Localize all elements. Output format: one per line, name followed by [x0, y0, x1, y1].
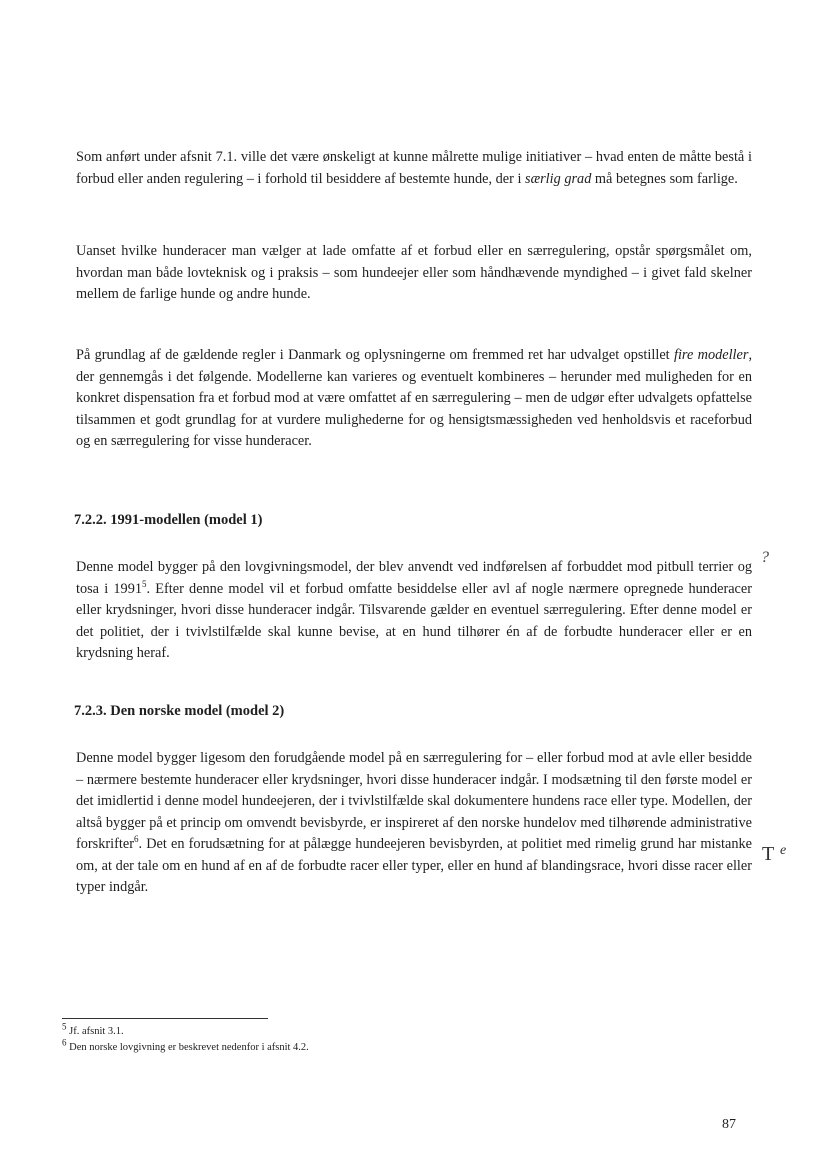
paragraph-intro — [76, 147, 752, 190]
paragraph-1991-text-end: . Efter denne model vil et forbud omfatte besiddelse eller avl af nogle nærmere opregnede hunderacer eller krydsninger, hvori disse hunderacer indgår. Tilsvarende gælder en eventuel særregulering. Efter denne model er det politiet, der i tvivlstilfælde skal kunne bevise, at en hund tilhører én af de forbudte hunderacer eller er en krydsning heraf. — [76, 580, 753, 661]
footnote-5 — [62, 1021, 124, 1039]
page-number: 87 — [722, 1117, 736, 1132]
footnote-reference[interactable]: 6 — [133, 834, 139, 845]
footnote-divider — [62, 1018, 268, 1019]
emphasis-text: fire modeller — [673, 347, 749, 363]
footnote-6 — [62, 1037, 309, 1055]
paragraph-models-text-end: , der gennemgås i det følgende. Modellerne kan varieres og eventuelt kombineres – herunder med muligheden for en konkret dispensation fra et forbud mod at være omfattet af en særregulering – men de udgør efter udvalgets opfattelse tilsammen et godt grundlag for at vurdere mulighederne for og hensigtsmæssigheden ved henholdsvis et raceforbud og en særregulering for visse hunderacer. — [76, 347, 753, 449]
footnote-number: 5 — [62, 1021, 67, 1032]
paragraph-1991-text: Denne model bygger på den lovgivningsmodel, der blev anvendt ved indførelsen af forbuddet mod pitbull terrier og tosa i 1991 — [76, 559, 752, 597]
section-heading-1991: 7.2.2. 1991-modellen (model 1) — [74, 512, 263, 528]
margin-question-mark: ? — [761, 549, 769, 566]
paragraph-intro-text-end: må betegnes som farlige. — [591, 170, 738, 187]
paragraph-intro-text: Som anført under afsnit 7.1. ville det være ønskeligt at kunne målrette mulige initiativer – hvad enten de måtte bestå i forbud eller anden regulering – i forhold til besiddere af bestemte hunde, der i — [76, 149, 752, 187]
footnote-reference[interactable]: 5 — [142, 578, 147, 589]
paragraph-1991-model — [76, 557, 752, 665]
footnote-number: 6 — [62, 1037, 67, 1048]
paragraph-norske-text: Denne model bygger ligesom den forudgående model på en særregulering for – eller forbud mod at avle eller besidde – nærmere bestemte hunderacer eller krydsninger, hvori disse hunderacer indgår. I modsætning til den første model er det imidlertid i denne model hundeejeren, der i tvivlstilfælde skal dokumentere hundens race eller type. Modellen, der altså bygger på et princip om omvendt bevisbyrde, er inspireret af den norske hundelov med tilhørende administrative forskrifter — [76, 750, 752, 852]
section-heading-norske: 7.2.3. Den norske model (model 2) — [74, 703, 285, 719]
footnote-text: Jf. afsnit 3.1. — [69, 1026, 124, 1037]
paragraph-models — [76, 345, 752, 453]
margin-insert-letter: e — [780, 843, 787, 858]
emphasis-text: særlig grad — [525, 170, 592, 187]
paragraph-norske-text-end: . Det en forudsætning for at pålægge hundeejeren bevisbyrden, at politiet med rimelig grund har mistanke om, at der tale om en hund af en af de forbudte racer eller typer, eller en hund af blandingsrace, hvori disse racer eller typer indgår. — [76, 836, 752, 895]
margin-insert-mark: T — [762, 843, 775, 865]
paragraph-question: Uanset hvilke hunderacer man vælger at lade omfatte af et forbud eller en særregulering, opstår spørgsmålet om, hvordan man både lovteknisk og i praksis – som hundeejer eller som håndhævende myndighed – i givet fald skelner mellem de farlige hunde og andre hunde. — [76, 243, 752, 302]
paragraph-models-text: På grundlag af de gældende regler i Danmark og oplysningerne om fremmed ret har udvalget opstillet — [76, 347, 674, 363]
paragraph-norske-model — [76, 748, 752, 899]
footnote-text: Den norske lovgivning er beskrevet nedenfor i afsnit 4.2. — [69, 1042, 309, 1053]
